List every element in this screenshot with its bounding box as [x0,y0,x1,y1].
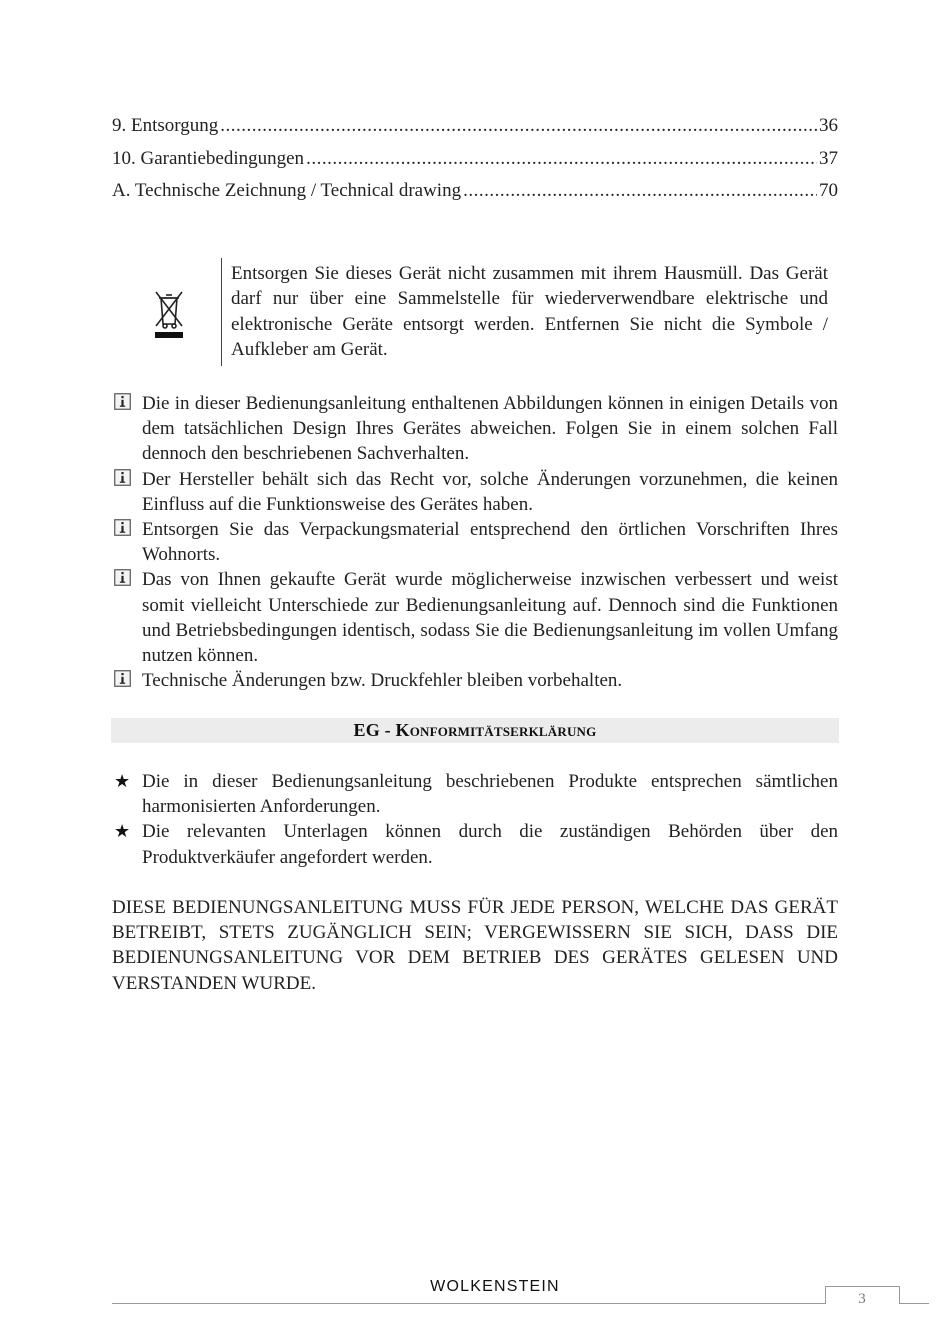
conformity-list [112,769,838,870]
weee-crossed-bin-icon [152,288,186,340]
note-text: Das von Ihnen gekaufte Gerät wurde möglicherweise inzwischen verbessert und weist somit vielleicht Unterschiede zur Bedienungsanleitung auf. Dennoch sind die Funktionen und Betriebsbedingungen identisch, sodass Sie die Bedienungsanleitung im vollen Umfang nutzen können. [142,569,838,667]
note-text: Technische Änderungen bzw. Druckfehler bleiben vorbehalten. [142,670,623,692]
list-item [112,567,838,668]
note-text: Der Hersteller behält sich das Recht vor, solche Änderungen vorzunehmen, die keinen Einfluss auf die Funktionsweise des Gerätes haben. [142,468,838,515]
star-bullet-icon: ★ [114,821,131,842]
toc-entry[interactable] [112,113,838,146]
info-icon [114,469,131,486]
toc-entry[interactable] [112,178,838,211]
disposal-text: Entsorgen Sie dieses Gerät nicht zusammen mit ihrem Hausmüll. Das Gerät darf nur über eine Sammelstelle für wiederverwendbare elektrische und elektronische Geräte entsorgt werden. Entfernen Sie nicht die Symbole / Aufkleber am Gerät. [231,263,828,360]
toc-dot-leader [463,178,817,204]
manual-availability-warning: DIESE BEDIENUNGSANLEITUNG MUSS FÜR JEDE PERSON, WELCHE DAS GERÄT BETREIBT, STETS ZUGÄNGLICH SEIN; VERGEWISSERN SIE SICH, DASS DIE BEDIENUNGSANLEITUNG VOR DEM BETRIEB DES GERÄTES GELESEN UND VERSTANDEN WURDE. [112,897,838,994]
vertical-divider [221,258,222,366]
toc-entry-page: 70 [819,180,838,201]
toc-entry[interactable] [112,146,838,179]
page-number-frame-edge [899,1286,900,1303]
note-text: Entsorgen Sie das Verpackungsmaterial entsprechend den örtlichen Vorschriften Ihres Wohnorts. [142,519,838,566]
conformity-text: Die in dieser Bedienungsanleitung beschriebenen Produkte entsprechen sämtlichen harmonisierten Anforderungen. [142,771,838,818]
info-icon [114,670,131,687]
table-of-contents [112,113,838,211]
section-title: EG - Konformitätserklärung [353,720,597,740]
list-item [112,391,838,467]
footer-divider [112,1303,826,1304]
toc-entry-label: A. Technische Zeichnung / Technical drawing [112,180,462,201]
brand-logo: WOLKENSTEIN [430,1278,560,1295]
toc-dot-leader [220,113,817,139]
info-icon [114,393,131,410]
toc-entry-label: 10. Garantiebedingungen [112,147,305,169]
note-text: Die in dieser Bedienungsanleitung enthaltenen Abbildungen können in einigen Details von dem tatsächlichen Design Ihres Gerätes abweichen. Folgen Sie in einem solchen Fall dennoch den beschriebenen Sachverhalten. [142,393,838,465]
info-icon [114,569,131,586]
toc-entry-page: 36 [819,115,838,136]
conformity-text: Die relevanten Unterlagen können durch die zuständigen Behörden über den Produktverkäufer angefordert werden. [142,821,838,868]
list-item [112,517,838,567]
list-item [112,668,838,693]
info-notes-list [112,391,838,693]
list-item [112,769,838,819]
toc-dot-leader [306,146,817,172]
star-bullet-icon: ★ [114,771,131,791]
footer-divider-tail [899,1303,929,1304]
page-number: 3 [858,1291,866,1307]
list-item [112,819,838,869]
toc-entry-label: 9. Entsorgung [112,115,219,136]
section-heading-bar [111,718,839,743]
toc-entry-page: 37 [819,147,838,169]
info-icon [114,519,131,536]
disposal-notice [112,258,838,366]
list-item [112,467,838,517]
